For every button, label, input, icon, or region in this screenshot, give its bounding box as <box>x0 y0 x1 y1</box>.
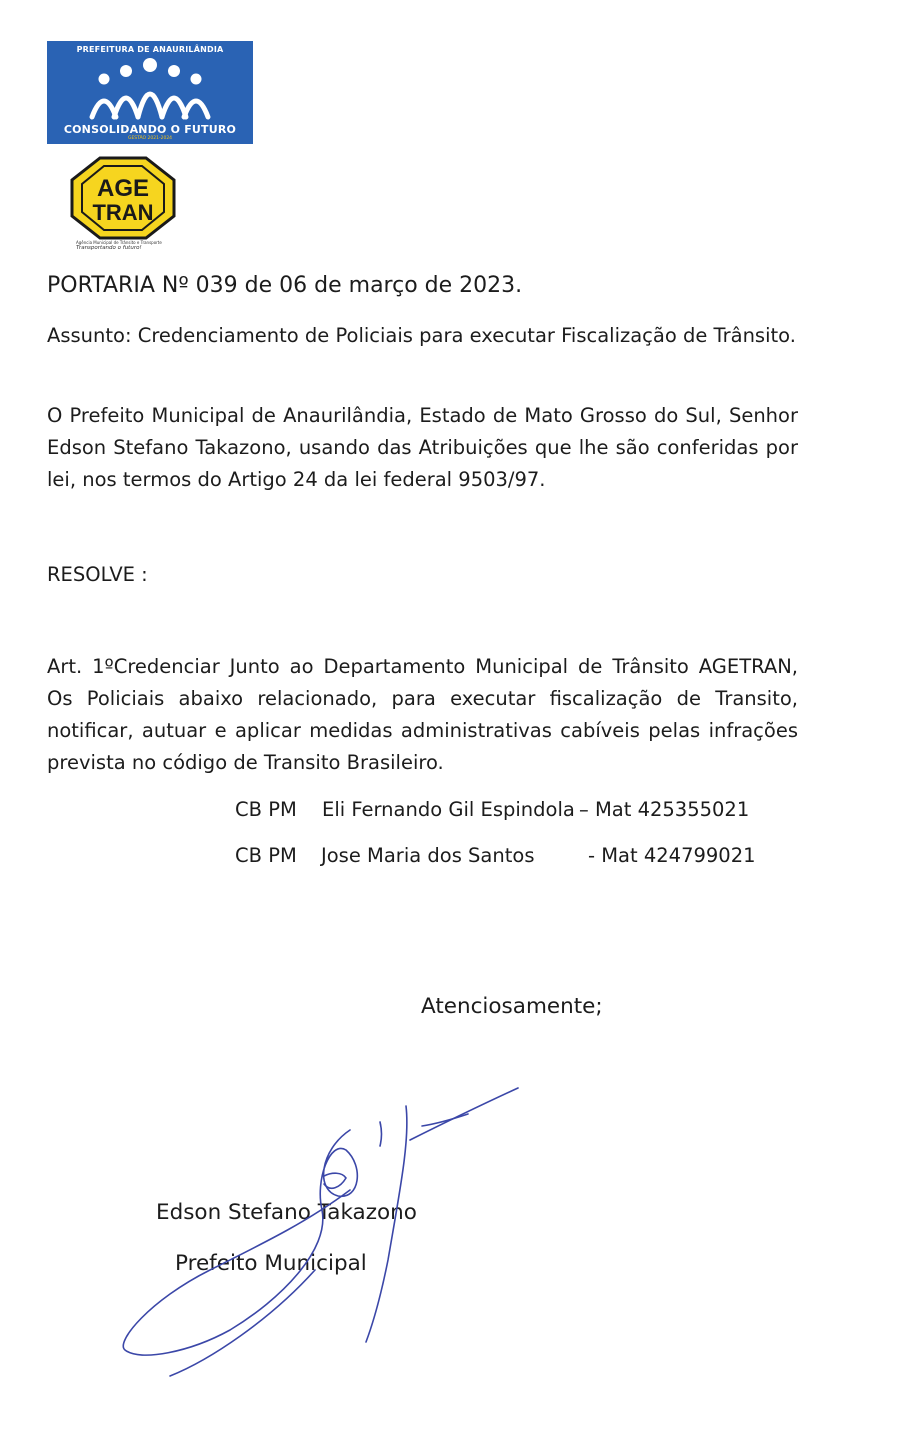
subject-paragraph: Assunto: Credenciamento de Policiais para executar Fiscalização de Trânsito. <box>47 324 796 347</box>
preamble-paragraph: O Prefeito Municipal de Anaurilândia, Estado de Mato Grosso do Sul, Senhor Edson Stefano Takazono, usando das Atribuições que lhe são conferidas por lei, nos termos do Artigo 24 da lei federal 9503/97. <box>47 404 798 491</box>
document-title: PORTARIA Nº 039 de 06 de março de 2023. <box>47 273 523 298</box>
officer-2-name: Jose Maria dos Santos <box>321 844 535 867</box>
people-arches-icon <box>82 57 218 123</box>
agetran-slogan: Transportando o futuro! <box>76 245 142 251</box>
article-1-paragraph: Art. 1ºCredenciar Junto ao Departamento Municipal de Trânsito AGETRAN, Os Policiais abaixo relacionado, para executar fiscalização de Transito, notificar, autuar e aplicar medidas administrativas cabíveis pelas infrações prevista no código de Transito Brasileiro. <box>47 655 798 774</box>
agetran-caption: Agência Municipal de Trânsito e Transporte <box>76 240 162 245</box>
signer-name: Edson Stefano Takazono <box>156 1200 417 1225</box>
agetran-line2: TRAN <box>92 200 154 225</box>
logo-main-text: CONSOLIDANDO O FUTURO <box>63 123 237 136</box>
agetran-logo <box>66 156 180 256</box>
signer-role: Prefeito Municipal <box>175 1251 367 1276</box>
logo-sub-text: GESTÃO 2021-2024 <box>127 136 173 141</box>
handwritten-signature <box>110 1080 540 1390</box>
officer-2-rank: CB PM <box>235 844 297 867</box>
agetran-octagon-icon <box>66 156 180 240</box>
officer-1-rank: CB PM <box>235 798 297 821</box>
resolve-heading: RESOLVE : <box>47 563 148 586</box>
officer-1-mat: – Mat 425355021 <box>579 798 750 821</box>
officer-2-mat: - Mat 424799021 <box>588 844 756 867</box>
closing-text: Atenciosamente; <box>421 994 603 1019</box>
prefeitura-logo <box>47 41 253 144</box>
officer-1-name: Eli Fernando Gil Espindola <box>322 798 575 821</box>
logo-top-text: PREFEITURA DE ANAURILÂNDIA <box>76 45 224 54</box>
agetran-line1: AGE <box>96 175 150 202</box>
